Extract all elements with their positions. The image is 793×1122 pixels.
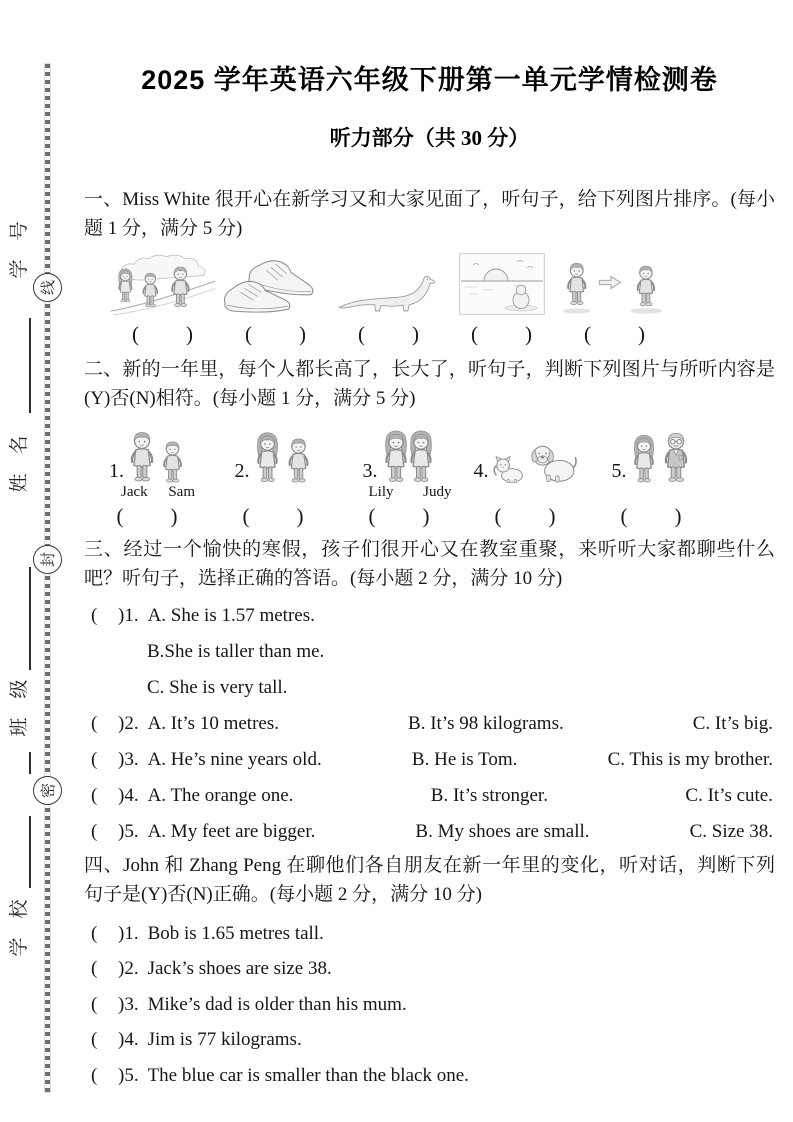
answer-paren-open: ( xyxy=(91,922,98,944)
answer-blank xyxy=(332,322,445,347)
sneakers-image xyxy=(219,253,332,315)
cat-image xyxy=(492,455,526,483)
part4-statements xyxy=(84,922,775,1087)
part2-image-row xyxy=(84,421,714,500)
answer-blank xyxy=(84,504,210,529)
part2-item xyxy=(336,421,462,500)
part3-prompt: 三、经过一个愉快的寒假，孩子们很开心又在教室重聚，来听听大家都聊些什么吧？听句子，选择正确的答语。(每小题 2 分，满分 10 分) xyxy=(84,539,775,589)
item-number: 5. xyxy=(611,460,627,482)
part2-answer-blanks xyxy=(84,504,714,529)
part1-image-row xyxy=(84,249,671,315)
paren-close: ) xyxy=(548,504,556,528)
paren-close: ) xyxy=(296,504,304,528)
answer-blank xyxy=(336,504,462,529)
seal-circle-mi xyxy=(33,776,62,805)
exam-title: 2025 学年英语六年级下册第一单元学情检测卷 xyxy=(141,65,718,95)
paren-close: ) xyxy=(170,504,178,528)
part2-item xyxy=(84,421,210,500)
part1-image-cell xyxy=(219,249,332,315)
answer-paren-open: ( xyxy=(91,1064,98,1086)
answer-paren-open: ( xyxy=(91,749,98,770)
question-number: )5. xyxy=(118,821,139,842)
answer-blank xyxy=(588,504,714,529)
answer-blank xyxy=(219,322,332,347)
sidebar-blank-line xyxy=(29,752,31,774)
answer-paren-open: ( xyxy=(91,605,98,626)
exam-content xyxy=(84,58,775,1087)
paren-close: ) xyxy=(412,322,419,346)
sunset-beach-image xyxy=(459,253,545,315)
answer-paren-open: ( xyxy=(91,993,98,1015)
paren-close: ) xyxy=(674,504,682,528)
answer-paren-open: ( xyxy=(91,821,98,842)
question-number: )2. xyxy=(118,713,139,734)
dinosaur-image xyxy=(335,273,443,315)
statement-row xyxy=(84,1028,775,1051)
seal-char-xian: 线 xyxy=(40,279,57,296)
statement-row xyxy=(84,922,775,945)
part2-item xyxy=(210,421,336,483)
answer-paren-open: ( xyxy=(91,958,98,979)
option-c: C. She is very tall. xyxy=(147,677,288,698)
option-b: B. It’s 98 kilograms. xyxy=(408,713,564,734)
statement-text: Jim is 77 kilograms. xyxy=(147,1029,302,1050)
paren-open: ( xyxy=(368,504,376,528)
item-number: 4. xyxy=(473,460,489,482)
seal-char-feng: 封 xyxy=(40,551,57,568)
statement-number: )5. xyxy=(118,1064,139,1086)
sidebar-label-name: 姓 名 xyxy=(9,435,30,493)
paren-close: ) xyxy=(186,322,193,346)
listening-part-heading: 听力部分（共 30 分） xyxy=(329,126,530,150)
paren-open: ( xyxy=(242,504,250,528)
question-number: )3. xyxy=(118,749,139,770)
boy-grows-taller-image xyxy=(562,251,668,315)
statement-number: )2. xyxy=(118,958,139,979)
statement-text: Bob is 1.65 metres tall. xyxy=(147,922,324,944)
statement-number: )4. xyxy=(118,1029,139,1050)
answer-blank xyxy=(106,322,219,347)
part2-item xyxy=(588,421,714,483)
seal-dashed-line xyxy=(45,64,50,1092)
statement-text: The blue car is smaller than the black one. xyxy=(147,1064,469,1086)
boy-figure-image xyxy=(285,435,312,483)
part3-questions xyxy=(84,604,775,843)
statement-number: )3. xyxy=(118,993,139,1015)
sam-figure-image xyxy=(160,438,185,483)
seal-circle-feng xyxy=(33,545,62,574)
paren-open: ( xyxy=(584,322,591,346)
answer-paren-open: ( xyxy=(91,785,98,806)
part2-prompt: 二、新的一年里，每个人都长高了，长大了，听句子，判断下列图片与所听内容是(Y)否(N)相符。(每小题 1 分，满分 5 分) xyxy=(84,359,775,409)
part1-prompt: 一、Miss White 很开心在新学习又和大家见面了，听句子，给下列图片排序。(每小题 1 分，满分 5 分) xyxy=(84,189,775,239)
figure-label-judy: Judy xyxy=(423,484,452,500)
seal-line-sidebar xyxy=(0,0,84,1122)
figure-label-sam: Sam xyxy=(168,484,195,500)
seal-circle-xian xyxy=(33,273,62,302)
woman-figure-image xyxy=(630,433,658,483)
paren-open: ( xyxy=(116,504,124,528)
statement-row xyxy=(84,957,775,980)
paren-open: ( xyxy=(620,504,628,528)
question-row xyxy=(84,604,775,627)
statement-number: )1. xyxy=(118,922,139,944)
kids-walking-image xyxy=(108,251,218,315)
item-number: 3. xyxy=(362,460,378,482)
option-c: C. It’s big. xyxy=(692,713,773,734)
sidebar-blank-line xyxy=(29,318,31,413)
answer-blank xyxy=(445,322,558,347)
part1-image-cell xyxy=(445,249,558,315)
answer-blank xyxy=(210,504,336,529)
paren-open: ( xyxy=(471,322,478,346)
statement-text: Jack’s shoes are size 38. xyxy=(147,958,332,979)
statement-row xyxy=(84,1064,775,1087)
option-a: A. He’s nine years old. xyxy=(147,749,322,770)
option-b: B. He is Tom. xyxy=(411,749,518,770)
option-a: A. It’s 10 metres. xyxy=(147,713,279,734)
answer-blank xyxy=(462,504,588,529)
sidebar-blank-line xyxy=(29,567,31,670)
paren-open: ( xyxy=(494,504,502,528)
item-number: 2. xyxy=(234,460,250,482)
part1-answer-blanks xyxy=(84,322,671,347)
question-row xyxy=(84,784,775,807)
option-c: C. Size 38. xyxy=(689,821,773,842)
statement-text: Mike’s dad is older than his mum. xyxy=(147,993,407,1015)
answer-paren-open: ( xyxy=(91,713,98,734)
dog-image xyxy=(529,443,577,483)
paren-open: ( xyxy=(245,322,252,346)
figure-label-lily: Lily xyxy=(368,484,394,500)
part1-image-cell xyxy=(106,249,219,315)
answer-blank xyxy=(558,322,671,347)
question-row xyxy=(84,712,775,735)
option-a: A. My feet are bigger. xyxy=(147,821,316,842)
part4-prompt: 四、John 和 Zhang Peng 在聊他们各自朋友在新一年里的变化，听对话，判断下列句子是(Y)否(N)正确。(每小题 2 分，满分 10 分) xyxy=(84,855,775,905)
sidebar-label-class: 班 级 xyxy=(9,679,30,737)
question-row xyxy=(84,820,775,843)
paren-open: ( xyxy=(132,322,139,346)
option-b: B.She is taller than me. xyxy=(147,641,325,662)
sidebar-label-student-number: 学 号 xyxy=(9,221,30,279)
question-row xyxy=(84,748,775,771)
paren-close: ) xyxy=(299,322,306,346)
part1-image-cell xyxy=(332,249,445,315)
answer-paren-open: ( xyxy=(91,1029,98,1050)
paren-close: ) xyxy=(422,504,430,528)
paren-close: ) xyxy=(525,322,532,346)
option-c: C. It’s cute. xyxy=(685,785,773,806)
part1-image-cell xyxy=(558,249,671,315)
jack-figure-image xyxy=(127,427,157,483)
girl-figure-image xyxy=(253,430,282,483)
option-a: A. The orange one. xyxy=(147,785,294,806)
option-b: B. My shoes are small. xyxy=(415,821,590,842)
part2-item xyxy=(462,421,588,483)
statement-row xyxy=(84,993,775,1016)
item-number: 1. xyxy=(109,460,124,482)
option-a: A. She is 1.57 metres. xyxy=(147,605,315,626)
sidebar-label-school: 学 校 xyxy=(9,899,30,957)
paren-open: ( xyxy=(358,322,365,346)
option-b: B. It’s stronger. xyxy=(430,785,548,806)
figure-label-jack: Jack xyxy=(121,484,148,500)
judy-figure-image xyxy=(406,428,436,483)
question-number: )1. xyxy=(118,605,139,626)
seal-char-mi: 密 xyxy=(40,782,57,799)
paren-close: ) xyxy=(638,322,645,346)
grandpa-figure-image xyxy=(661,428,691,483)
option-c: C. This is my brother. xyxy=(607,749,773,770)
sidebar-blank-line xyxy=(29,816,31,888)
question-number: )4. xyxy=(118,785,139,806)
